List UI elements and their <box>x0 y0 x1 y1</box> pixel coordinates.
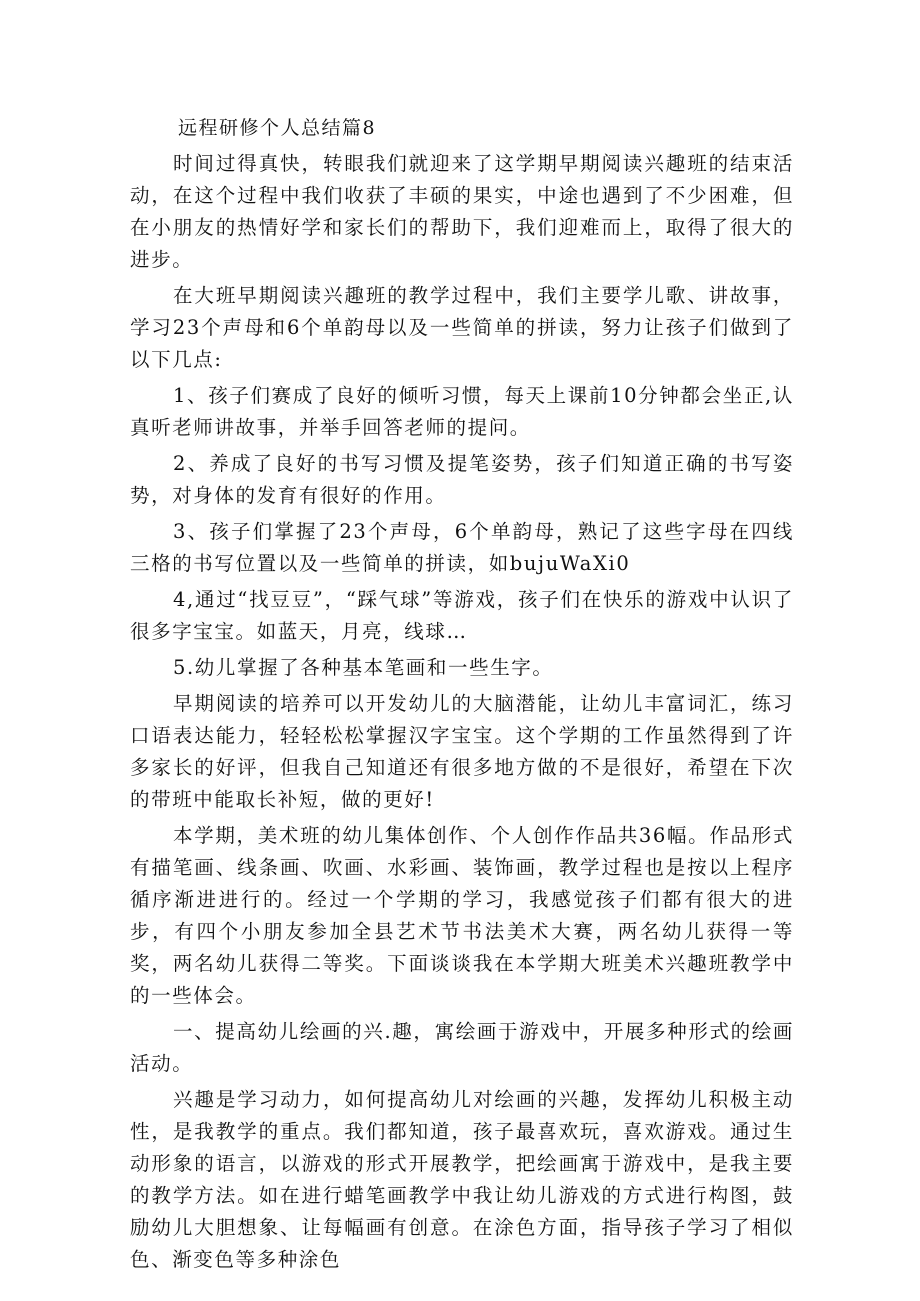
paragraph-5: 3、孩子们掌握了23个声母，6个单韵母，熟记了这些字母在四线三格的书写位置以及一些简单的拼读，如bujuWaXi0 <box>130 520 794 575</box>
document-body <box>130 112 794 1280</box>
paragraph-1: 时间过得真快，转眼我们就迎来了这学期早期阅读兴趣班的结束活动，在这个过程中我们收获了丰硕的果实，中途也遇到了不少困难，但在小朋友的热情好学和家长们的帮助下，我们迎难而上，取得了很大的进步。 <box>130 152 794 271</box>
document-title: 远程研修个人总结篇8 <box>178 117 377 139</box>
paragraph-4: 2、养成了良好的书写习惯及提笔姿势，孩子们知道正确的书写姿势，对身体的发育有很好的作用。 <box>130 452 794 507</box>
paragraph-7: 5.幼儿掌握了各种基本笔画和一些生字。 <box>173 656 554 679</box>
paragraph-8: 早期阅读的培养可以开发幼儿的大脑潜能，让幼儿丰富词汇，练习口语表达能力，轻轻松松掌握汉字宝宝。这个学期的工作虽然得到了许多家长的好评，但我自己知道还有很多地方做的不是很好，希望在下次的带班中能取长补短，做的更好! <box>130 692 794 811</box>
paragraph-2: 在大班早期阅读兴趣班的教学过程中，我们主要学儿歌、讲故事，学习23个声母和6个单韵母以及一些简单的拼读，努力让孩子们做到了以下几点: <box>130 284 794 371</box>
paragraph-9: 本学期，美术班的幼儿集体创作、个人创作作品共36幅。作品形式有描笔画、线条画、吹画、水彩画、装饰画，教学过程也是按以上程序循序渐进进行的。经过一个学期的学习，我感觉孩子们都有很大的进步，有四个小朋友参加全县艺术节书法美术大赛，两名幼儿获得一等奖，两名幼儿获得二等奖。下面谈谈我在本学期大班美术兴趣班教学中的一些体会。 <box>130 824 794 1007</box>
paragraph-10: 一、提高幼儿绘画的兴.趣，寓绘画于游戏中，开展多种形式的绘画活动。 <box>130 1020 794 1075</box>
paragraph-6: 4,通过“找豆豆”，“踩气球”等游戏，孩子们在快乐的游戏中认识了很多字宝宝。如蓝天，月亮，线球… <box>130 588 794 643</box>
paragraph-11: 兴趣是学习动力，如何提高幼儿对绘画的兴趣，发挥幼儿积极主动性，是我教学的重点。我们都知道，孩子最喜欢玩，喜欢游戏。通过生动形象的语言，以游戏的形式开展教学，把绘画寓于游戏中，是我主要的教学方法。如在进行蜡笔画教学中我让幼儿游戏的方式进行构图，鼓励幼儿大胆想象、让每幅画有创意。在涂色方面，指导孩子学习了相似色、渐变色等多种涂色 <box>130 1088 794 1271</box>
paragraph-3: 1、孩子们赛成了良好的倾听习惯，每天上课前10分钟都会坐正,认真听老师讲故事，并举手回答老师的提问。 <box>130 384 794 439</box>
